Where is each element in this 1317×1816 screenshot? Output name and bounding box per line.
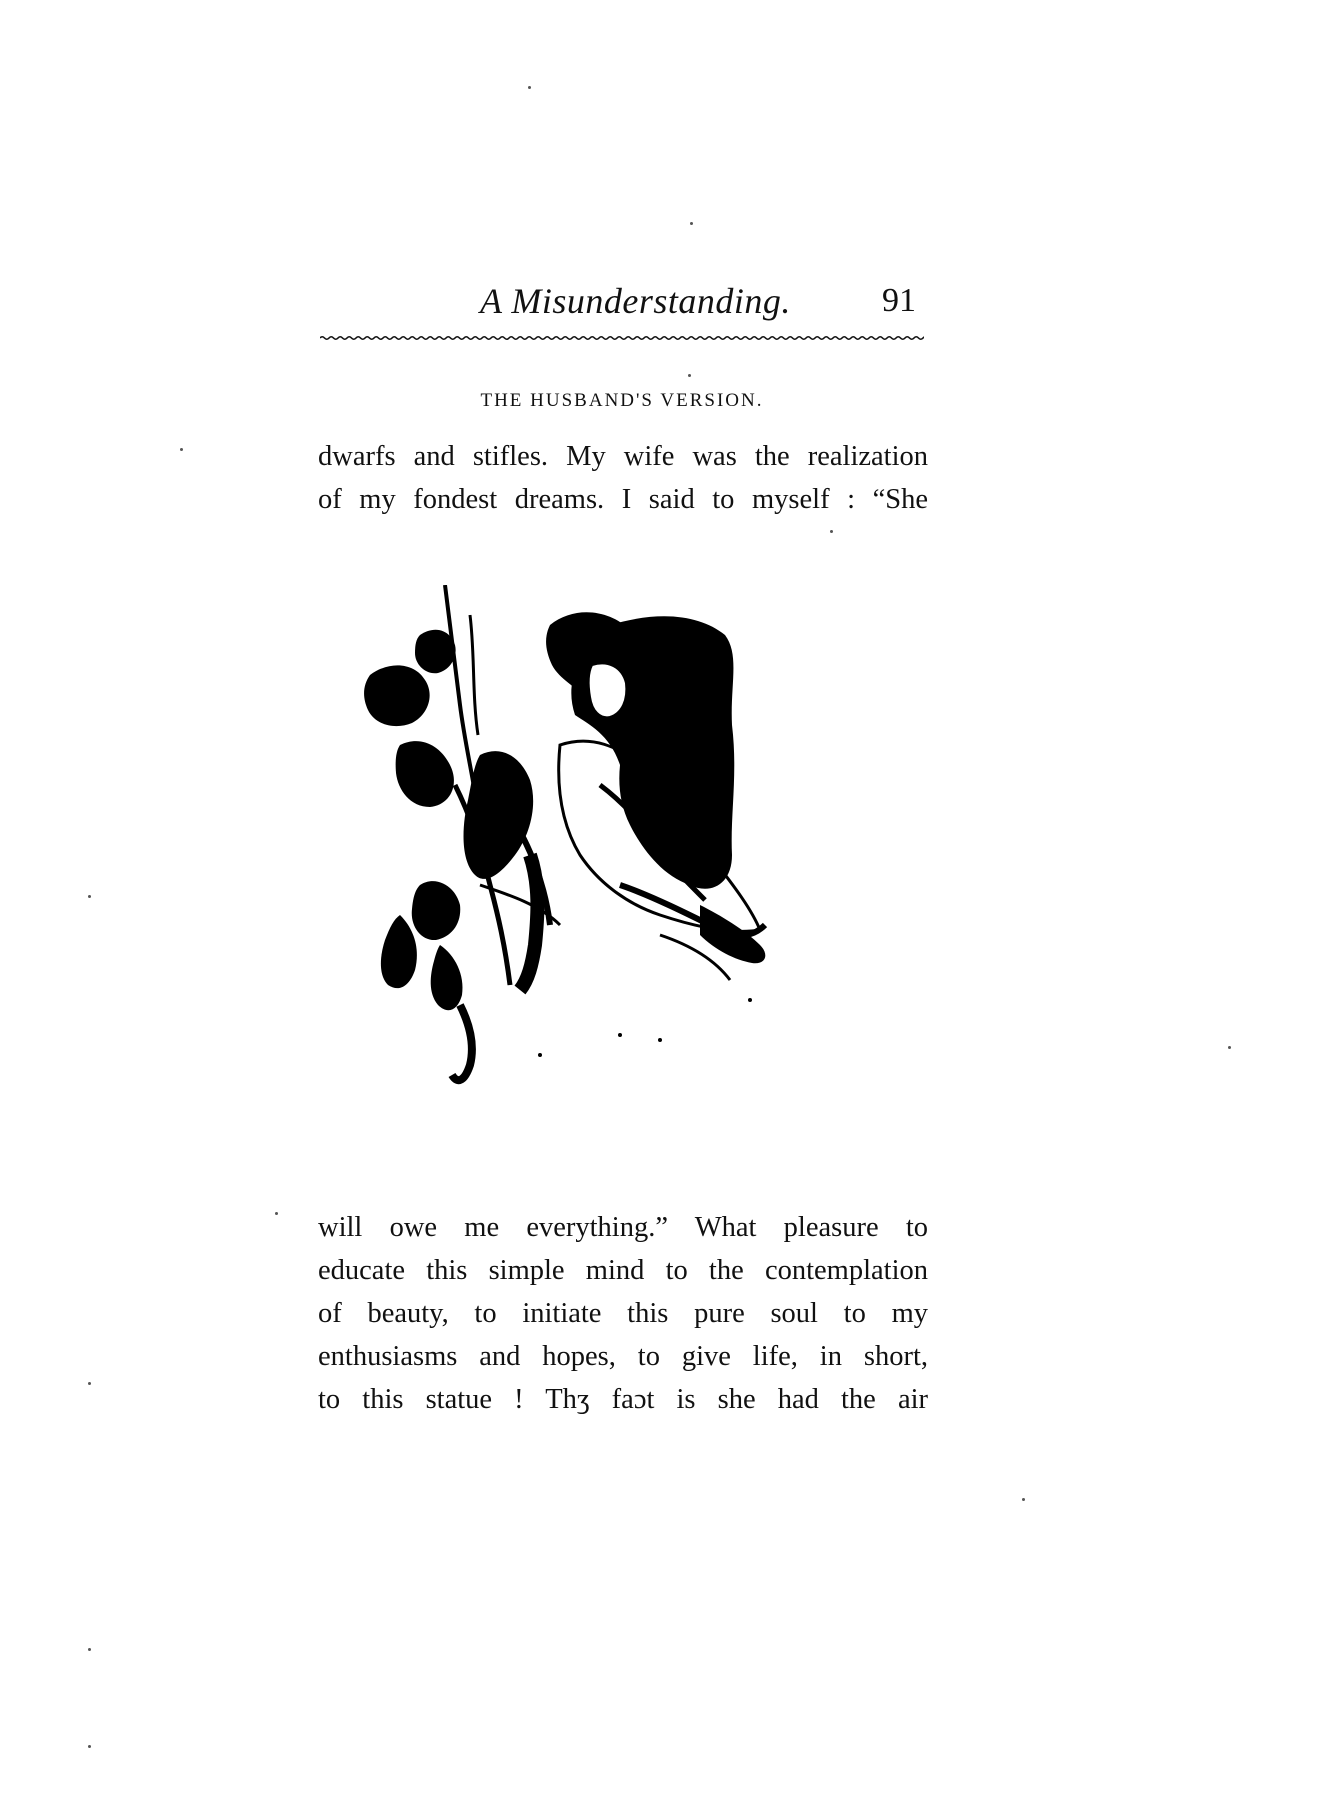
running-title: A Misunderstanding.	[480, 281, 791, 321]
text-line: enthusiasms and hopes, to give life, in short,	[318, 1341, 928, 1372]
wavy-rule	[320, 333, 924, 343]
dust-speck	[88, 1648, 91, 1651]
dust-speck	[690, 222, 693, 225]
woman-with-flowers-engraving-icon	[360, 585, 890, 1145]
text-line: of beauty, to initiate this pure soul to my	[318, 1298, 928, 1329]
flower-cluster-shape	[364, 665, 430, 726]
dust-speck	[88, 895, 91, 898]
text-line: dwarfs and stifles. My wife was the realization	[318, 441, 928, 472]
dust-speck	[1022, 1498, 1025, 1501]
dust-speck	[688, 374, 691, 377]
face-shape	[589, 663, 627, 717]
dust-speck	[275, 1212, 278, 1215]
text-line: will owe me everything.” What pleasure to	[318, 1212, 928, 1243]
running-head	[320, 280, 924, 330]
paragraph-bottom	[318, 1206, 928, 1421]
dust-speck	[528, 86, 531, 89]
dust-speck	[180, 448, 183, 451]
text-line: of my fondest dreams. I said to myself : “She	[318, 484, 928, 515]
dust-speck	[1228, 1046, 1231, 1049]
section-heading: THE HUSBAND'S VERSION.	[480, 390, 764, 411]
page-number: 91	[882, 282, 916, 319]
paragraph-top	[318, 435, 928, 521]
dust-speck	[830, 530, 833, 533]
text-line: to this statue ! Thʒ faɔt is she had the air	[318, 1384, 928, 1415]
text-line: educate this simple mind to the contemplation	[318, 1255, 928, 1286]
dust-speck	[88, 1745, 91, 1748]
dust-speck	[88, 1382, 91, 1385]
